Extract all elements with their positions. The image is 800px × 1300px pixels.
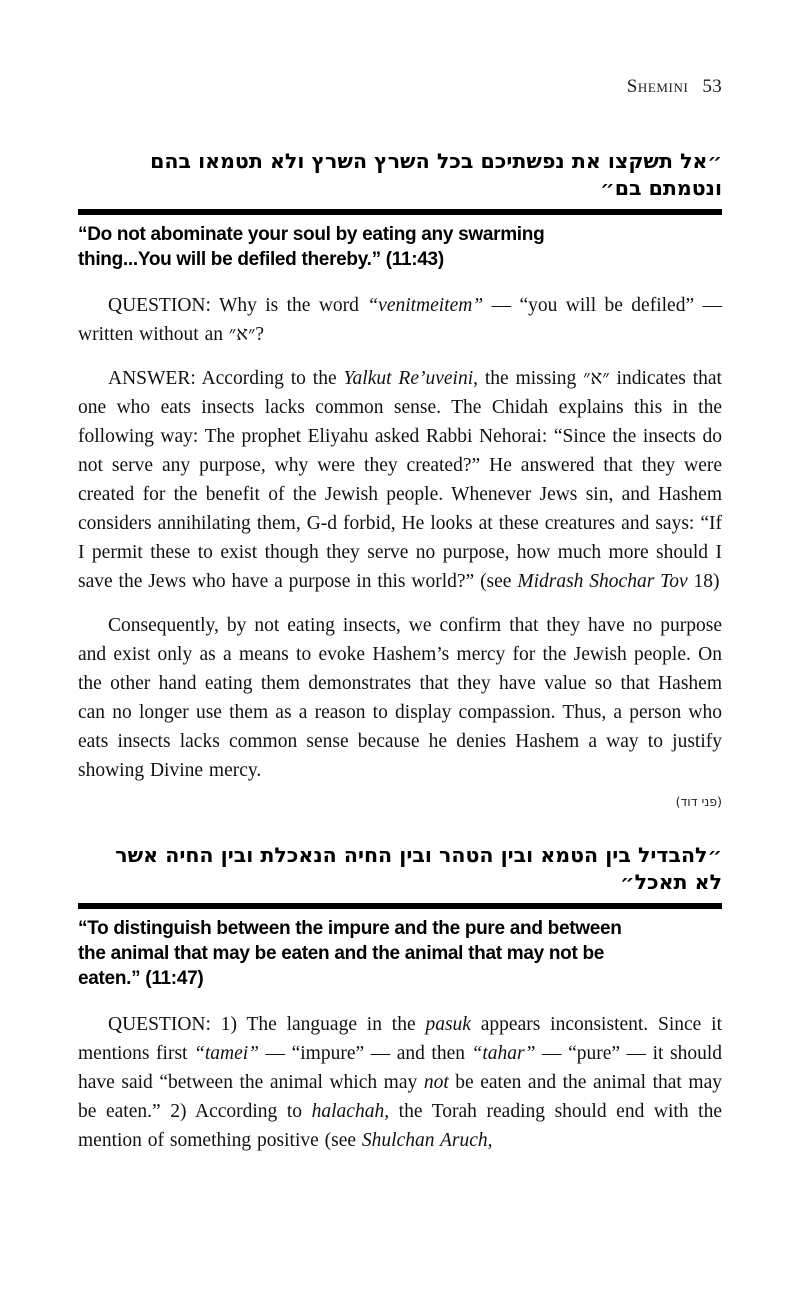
verse-translation [78, 222, 722, 272]
hebrew-quote-line: ״אל תשקצו את נפשתיכם בכל השרץ השרץ ולא תטמאו בהם [150, 149, 722, 173]
translation-line: “To distinguish between the impure and the pure and between [78, 918, 622, 939]
hebrew-quote [78, 148, 722, 202]
translation-line: “Do not abominate your soul by eating any swarming [78, 224, 545, 245]
commentary-paragraph: Consequently, by not eating insects, we confirm that they have no purpose and exist only as a means to evoke Hashem’s mercy for the Jewish people. On the other hand eating them demonstrates that they have value so that Hashem can no longer use them as a reason to display compassion. Thus, a person who eats insects lacks common sense because he denies Hashem a way to justify showing Divine mercy. [78, 615, 722, 781]
verse-translation [78, 916, 722, 991]
hebrew-quote [78, 842, 722, 896]
page-title: Shemini [626, 76, 689, 97]
source-attribution: (פני דוד) [675, 794, 722, 809]
section-1143 [78, 148, 722, 809]
page-header [78, 76, 722, 98]
page-number: 53 [702, 76, 722, 97]
section-1147 [78, 842, 722, 1155]
answer-paragraph: ANSWER: According to the Yalkut Re’uveini, the missing ״א״ indicates that one who eats insects lacks common sense. The Chidah explains this in the following way: The prophet Eliyahu asked Rabbi Nehorai: “Since the insects do not serve any purpose, why were they created?” He answered that they were created for the benefit of the Jewish people. Whenever Jews sin, and Hashem considers annihilating them, G-d forbid, He looks at these creatures and says: “If I permit these to exist though they serve no purpose, how much more should I save the Jews who have a purpose in this world?” (see Midrash Shochar Tov 18) [78, 368, 722, 592]
section-divider-rule [78, 903, 722, 909]
hebrew-quote-line: ונטמתם בם״ [600, 176, 722, 200]
translation-line: eaten.” (11:47) [78, 968, 204, 989]
hebrew-quote-line: לא תאכל״ [620, 870, 722, 894]
translation-line: thing...You will be defiled thereby.” (11:43) [78, 249, 444, 270]
question-paragraph: QUESTION: 1) The language in the pasuk appears inconsistent. Since it mentions first “tamei” — “impure” — and then “tahar” — “pure” — it should have said “between the animal which may not be eaten and the animal that may be eaten.” 2) According to halachah, the Torah reading should end with the mention of something positive (see Shulchan Aruch, [78, 1014, 722, 1151]
translation-line: the animal that may be eaten and the animal that may not be [78, 943, 605, 964]
question-paragraph: QUESTION: Why is the word “venitmeitem” — “you will be defiled” — written without an ״א״? [78, 295, 722, 345]
section-divider-rule [78, 209, 722, 215]
hebrew-quote-line: ״להבדיל בין הטמא ובין הטהר ובין החיה הנאכלת ובין החיה אשר [115, 843, 722, 867]
